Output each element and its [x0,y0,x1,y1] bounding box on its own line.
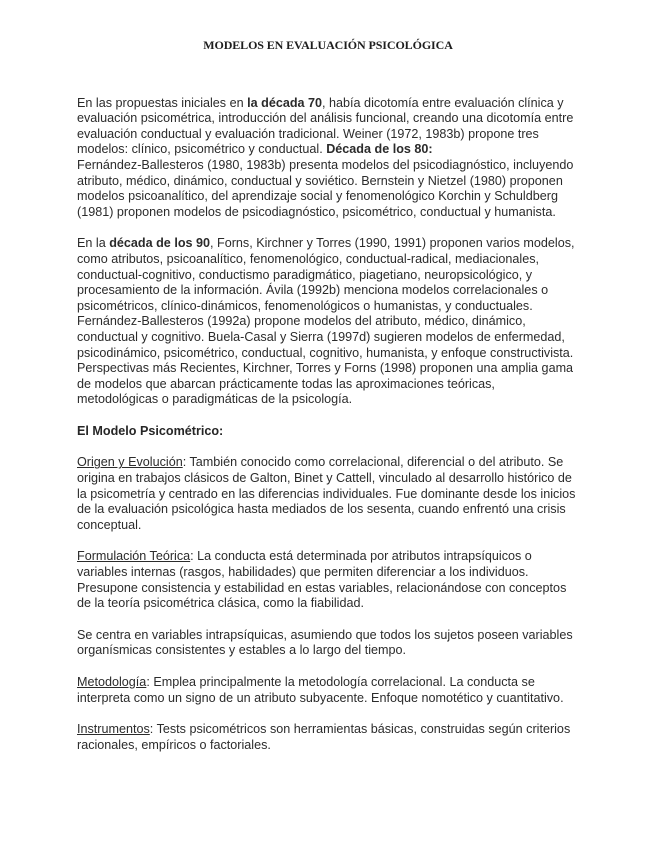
section-formulacion [77,549,579,611]
metodologia-text: : Emplea principalmente la metodología correlacional. La conducta se interpreta como un signo de un atributo subyacente. Enfoque nomotético y cuantitativo. [77,675,564,705]
p1-bold-decada-70: la década 70 [247,95,323,110]
section-metodologia [77,675,579,706]
paragraph-centra: Se centra en variables intrapsíquicas, asumiendo que todos los sujetos poseen variables organísmicas consistentes y estables a lo largo del tiempo. [77,627,573,658]
section-instrumentos [77,722,579,753]
p1-text-1: En las propuestas iniciales en [77,95,248,110]
p1-bold-decada-80: Década de los 80: [326,142,433,157]
p2-bold-decada-90: década de los 90 [109,236,211,251]
p1-text-2: , había dicotomía entre evaluación clínica y evaluación psicométrica, introducción del análisis funcional, creando una dicotomía entre evaluación conductual y evaluación tradicional. Weiner (1972, 1983b) propone tres modelos: clínico, psicométrico y conductual. [77,95,574,157]
instrumentos-text: : Tests psicométricos son herramientas básicas, construidas según criterios racionales, empíricos o factoriales. [77,722,571,752]
metodologia-label: Metodología [77,675,147,689]
formulacion-text: : La conducta está determinada por atributos intrapsíquicos o variables internas (rasgos, habilidades) que permiten diferenciar a los individuos. Presupone consistencia y estabilidad en estas variables, relacionándose con conceptos de la teoría psicométrica clásica, como la fiabilidad. [77,549,567,611]
paragraph-decadas-70-80 [77,96,579,221]
paragraph-decada-90 [77,236,579,408]
origen-text: : También conocido como correlacional, diferencial o del atributo. Se origina en trabajos clásicos de Galton, Binet y Cattell, vinculado al desarrollo histórico de la psicometría y centrado en las diferencias individuales. Fue dominante desde los inicios de la evaluación psicológica hasta mediados de los sesenta, cuando enfrentó una crisis conceptual. [77,455,576,532]
instrumentos-label: Instrumentos [77,722,150,737]
p2-text-1: En la [77,236,110,251]
section-heading: El Modelo Psicométrico: [77,423,224,438]
document-title: MODELOS EN EVALUACIÓN PSICOLÓGICA [203,38,453,52]
p1-text-3: Fernández-Ballesteros (1980, 1983b) presenta modelos del psicodiagnóstico, incluyendo atributo, médico, dinámico, conductual y soviético. Bernstein y Nietzel (1980) proponen modelos psicoanalítico, del aprendizaje social y fenomenológico Korchin y Schuldberg (1981) proponen modelos de psicodiagnóstico, psicométrico, conductual y humanista. [77,157,574,219]
formulacion-label: Formulación Teórica [77,549,191,564]
origen-label: Origen y Evolución [77,455,183,470]
section-origen [77,455,579,533]
p2-text-2: , Forns, Kirchner y Torres (1990, 1991) proponen varios modelos, como atributos, psicoanalítico, fenomenológico, conductual-radical, mediacionales, conductual-cognitivo, conductismo paradigmático, piagetiano, neuropsicológico, y procesamiento de la información. Ávila (1992b) menciona modelos correlacionales o psicométricos, clínico-dinámicos, fenomenológicos o humanistas, y conductuales. Fernández-Ballesteros (1992a) propone modelos del atributo, médico, dinámico, conductual y cognitivo. Buela-Casal y Sierra (1997d) sugieren modelos de enfermedad, psicodinámico, psicométrico, conductual, cognitivo, humanista, y enfoque constructivista. Perspectivas más Recientes, Kirchner, Torres y Forns (1998) proponen una amplia gama de modelos que abarcan prácticamente todas las aproximaciones teóricas, metodológicas o paradigmáticas de la psicología. [77,236,575,407]
